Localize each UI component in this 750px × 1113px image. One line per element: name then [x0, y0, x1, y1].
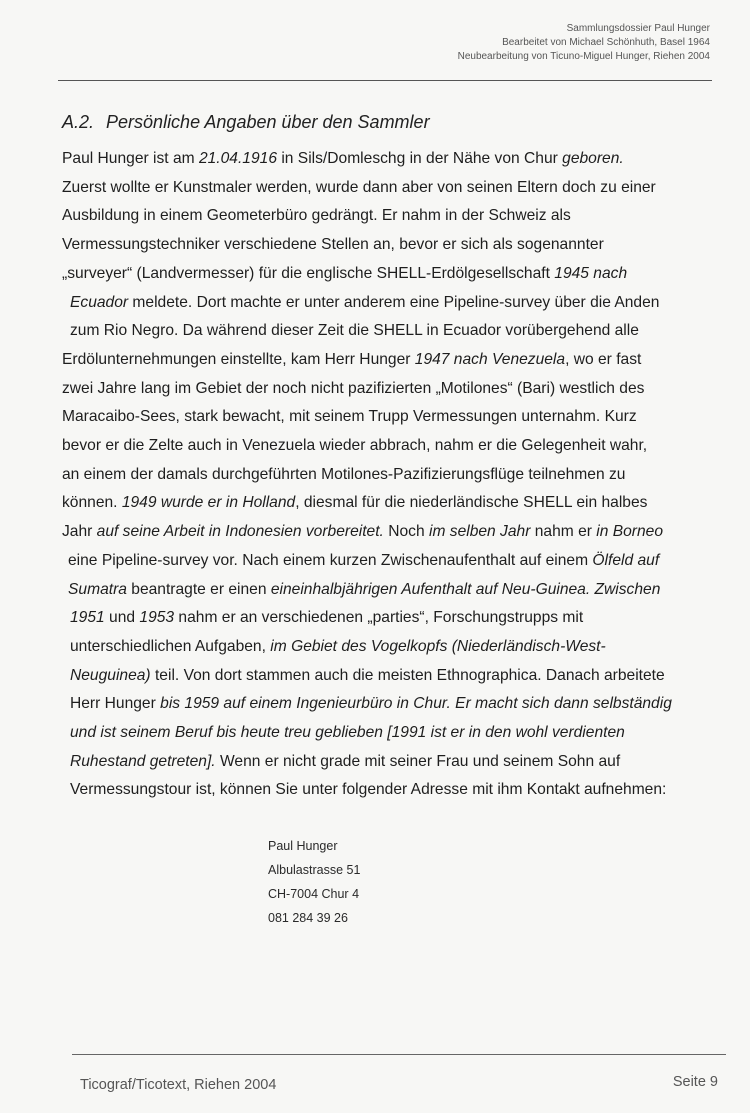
emphasis-text: in Borneo [596, 523, 664, 541]
body-line [70, 775, 666, 804]
emphasis-text: Ecuador [70, 293, 129, 311]
address-street: Albulastrasse 51 [268, 863, 361, 877]
body-line [70, 661, 665, 690]
address-city: CH-7004 Chur 4 [268, 887, 360, 901]
body-line [62, 374, 644, 403]
body-text-segment: und [104, 609, 140, 627]
header-line-2: Bearbeitet von Michael Schönhuth, Basel 1964 [502, 37, 710, 48]
page-number: Seite 9 [672, 1074, 718, 1090]
body-text-segment: zum Rio Negro. Da während dieser Zeit die SHELL in Ecuador vorübergehend alle [70, 322, 639, 340]
body-line [62, 402, 637, 431]
emphasis-text: im selben Jahr [428, 523, 531, 541]
emphasis-text: Neuguinea) [70, 666, 151, 684]
body-text-segment: Vermessungstour ist, können Sie unter folgender Adresse mit ihm Kontakt aufnehmen: [70, 781, 667, 799]
section-title: Persönliche Angaben über den Sammler [106, 112, 430, 132]
emphasis-text: Ölfeld auf [592, 551, 660, 569]
body-text-segment: bevor er die Zelte auch in Venezuela wieder abbrach, nahm er die Gelegenheit wahr, [62, 437, 648, 454]
body-line [68, 575, 660, 604]
body-text-segment: an einem der damals durchgeführten Motilones-Pazifizierungsflüge teilnehmen zu [62, 465, 626, 483]
emphasis-text: Sumatra [68, 580, 127, 598]
body-line [62, 230, 604, 259]
body-text-segment: Noch [383, 523, 429, 541]
body-text-segment: Herr Hunger [70, 695, 161, 713]
body-text-segment: beantragte er einen [126, 580, 271, 598]
body-line [62, 460, 625, 489]
body-text-segment: Wenn er nicht grade mit seiner Frau und seinem Sohn auf [215, 752, 621, 770]
body-line [62, 201, 571, 230]
body-text-segment: meldete. Dort machte er unter anderem eine Pipeline-survey über die Anden [128, 293, 660, 311]
body-line [62, 144, 624, 173]
body-line [62, 517, 663, 546]
section-heading [62, 112, 430, 133]
body-text-segment: teil. Von dort stammen auch die meisten Ethnographica. Danach arbeitete [150, 666, 665, 684]
body-text-segment: , diesmal für die niederländische SHELL ein halbes [295, 494, 648, 512]
body-text-segment: Zuerst wollte er Kunstmaler werden, wurde dann aber von seinen Eltern doch zu einer [62, 178, 656, 196]
body-text-segment: in Sils/Domleschg in der Nähe von Chur [277, 150, 563, 167]
emphasis-text: 1945 nach [554, 264, 628, 282]
emphasis-text: 1951 [70, 609, 105, 627]
page-header [458, 22, 710, 64]
header-line-3: Neubearbeitung von Ticuno-Miguel Hunger, Riehen 2004 [457, 51, 710, 62]
body-text-segment: Jahr [62, 523, 97, 541]
section-number: A.2. [62, 112, 95, 132]
body-line [62, 345, 641, 374]
body-text-segment: Vermessungstechniker verschiedene Stellen an, bevor er sich als sogenannter [62, 236, 604, 254]
emphasis-text: geboren. [562, 150, 624, 167]
body-line [70, 632, 606, 661]
body-line [62, 173, 656, 202]
emphasis-text: und ist seinem Beruf bis heute treu geblieben [1991 ist er in den wohl verdienten [70, 724, 625, 741]
body-text-segment: Maracaibo-Sees, stark bewacht, mit seinem Trupp Vermessungen unternahm. Kurz [62, 408, 637, 426]
body-text-segment: Paul Hunger ist am [62, 150, 199, 167]
body-text-segment: „surveyer“ (Landvermesser) für die englische SHELL-Erdölgesellschaft [62, 264, 555, 282]
body-line [70, 718, 625, 747]
body-text-segment: unterschiedlichen Aufgaben, [70, 637, 271, 655]
body-text-segment: , wo er fast [565, 350, 642, 368]
emphasis-text: bis 1959 auf einem Ingenieurbüro in Chur. Er macht sich dann selbständig [160, 695, 672, 713]
footer-divider [72, 1054, 726, 1055]
body-text-segment: eine Pipeline-survey vor. Nach einem kurzen Zwischenaufenthalt auf einem [68, 551, 593, 569]
emphasis-text: eineinhalbjährigen Aufenthalt auf Neu-Guinea. Zwischen [270, 580, 661, 598]
body-text-segment: Ausbildung in einem Geometerbüro gedrängt. Er nahm in der Schweiz als [62, 207, 571, 225]
body-line [70, 689, 672, 718]
body-line [62, 431, 647, 460]
body-text-segment: nahm er [530, 523, 597, 541]
body-line [62, 488, 647, 517]
header-divider [58, 80, 712, 81]
body-text-segment: können. [62, 494, 122, 512]
body-line [70, 747, 620, 776]
address-phone: 081 284 39 26 [268, 911, 348, 925]
address-name: Paul Hunger [268, 839, 338, 853]
body-line [62, 259, 627, 288]
emphasis-text: im Gebiet des Vogelkopfs (Niederländisch-West- [270, 637, 606, 655]
body-text-segment: zwei Jahre lang im Gebiet der noch nicht pazifizierten „Motilones“ (Bari) westlich des [62, 379, 645, 397]
emphasis-text: auf seine Arbeit in Indonesien vorbereitet. [96, 523, 384, 541]
address-block [268, 834, 360, 930]
body-line [70, 316, 639, 345]
emphasis-text: 1949 wurde er in Holland [121, 494, 296, 512]
body-line [70, 288, 659, 317]
body-line [70, 603, 583, 632]
emphasis-text: 1953 [139, 609, 175, 627]
body-text-segment: nahm er an verschiedenen „parties“, Forschungstrupps mit [174, 609, 584, 627]
body-line [68, 546, 659, 575]
emphasis-text: 21.04.1916 [198, 150, 277, 167]
body-text-segment: Erdölunternehmungen einstellte, kam Herr Hunger [62, 350, 415, 368]
emphasis-text: Ruhestand getreten]. [70, 752, 216, 770]
emphasis-text: 1947 nach Venezuela [414, 350, 566, 368]
footer-publisher: Ticograf/Ticotext, Riehen 2004 [80, 1077, 277, 1093]
header-line-1: Sammlungsdossier Paul Hunger [566, 23, 710, 34]
